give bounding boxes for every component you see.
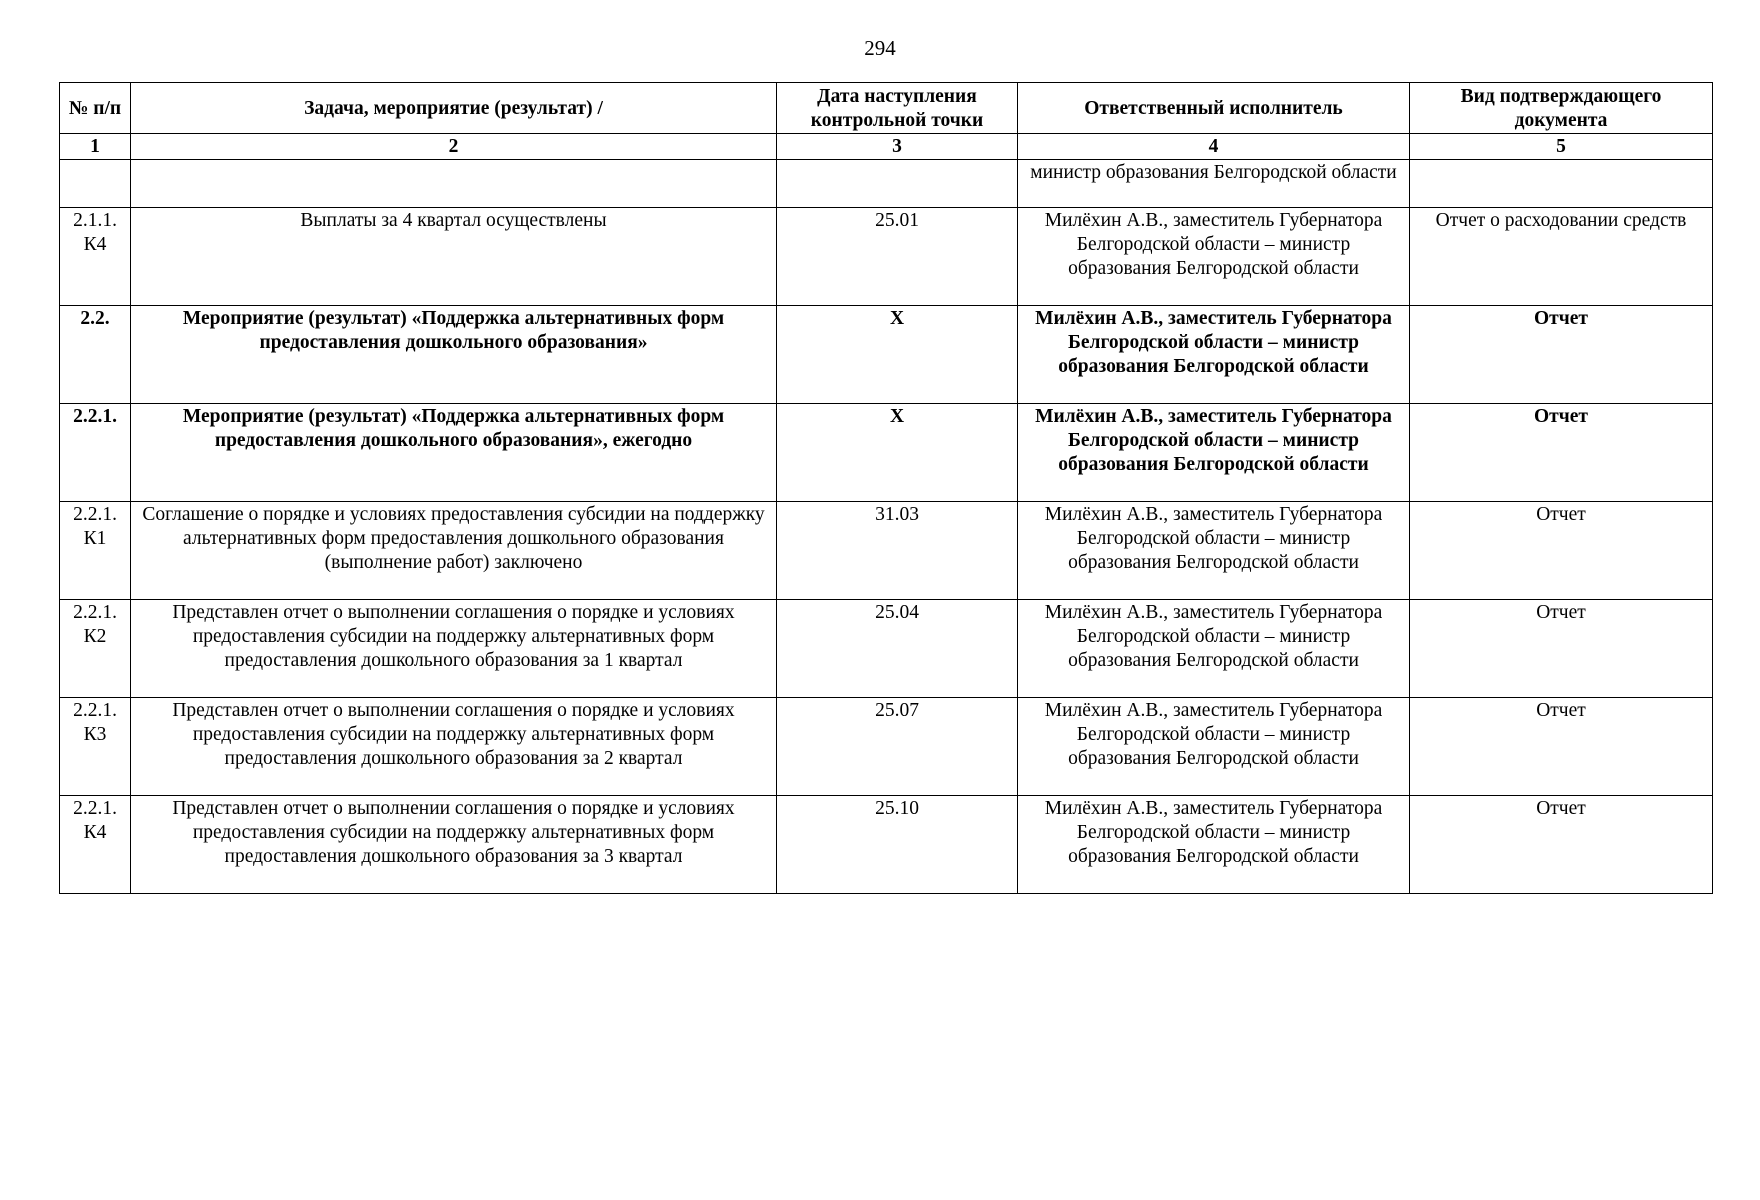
row-document: Отчет о расходовании средств — [1410, 208, 1713, 306]
row-responsible: Милёхин А.В., заместитель Губернатора Белгородской области – министр образования Белгородской области — [1018, 600, 1410, 698]
row-date — [777, 160, 1018, 208]
table-header-row — [60, 83, 1713, 134]
row-document: Отчет — [1410, 796, 1713, 894]
row-document: Отчет — [1410, 404, 1713, 502]
row-document: Отчет — [1410, 306, 1713, 404]
row-number: 2.2.1. К1 — [60, 502, 131, 600]
page-number: 294 — [864, 36, 896, 60]
row-task — [131, 160, 777, 208]
header-number: № п/п — [60, 83, 131, 134]
row-number: 2.2.1. — [60, 404, 131, 502]
row-date: 25.01 — [777, 208, 1018, 306]
row-number: 2.2. — [60, 306, 131, 404]
column-number: 1 — [60, 134, 131, 160]
row-date: 31.03 — [777, 502, 1018, 600]
table-row — [60, 796, 1713, 894]
row-responsible: Милёхин А.В., заместитель Губернатора Белгородской области – министр образования Белгородской области — [1018, 502, 1410, 600]
table-row — [60, 502, 1713, 600]
header-date: Дата наступления контрольной точки — [777, 83, 1018, 134]
row-date: 25.10 — [777, 796, 1018, 894]
table-row — [60, 306, 1713, 404]
row-responsible: Милёхин А.В., заместитель Губернатора Белгородской области – министр образования Белгородской области — [1018, 208, 1410, 306]
row-document: Отчет — [1410, 502, 1713, 600]
table-row — [60, 698, 1713, 796]
row-task: Соглашение о порядке и условиях предоставления субсидии на поддержку альтернативных форм предоставления дошкольного образования (выполнение работ) заключено — [131, 502, 777, 600]
table-row — [60, 600, 1713, 698]
table-row — [60, 404, 1713, 502]
row-responsible: Милёхин А.В., заместитель Губернатора Белгородской области – министр образования Белгородской области — [1018, 796, 1410, 894]
row-document: Отчет — [1410, 698, 1713, 796]
control-points-table — [59, 82, 1713, 894]
header-responsible: Ответственный исполнитель — [1018, 83, 1410, 134]
row-task: Выплаты за 4 квартал осуществлены — [131, 208, 777, 306]
row-number: 2.2.1. К3 — [60, 698, 131, 796]
column-number: 4 — [1018, 134, 1410, 160]
row-date: 25.04 — [777, 600, 1018, 698]
header-task: Задача, мероприятие (результат) / — [131, 83, 777, 134]
table-row — [60, 208, 1713, 306]
row-task: Представлен отчет о выполнении соглашения о порядке и условиях предоставления субсидии на поддержку альтернативных форм предоставления дошкольного образования за 1 квартал — [131, 600, 777, 698]
row-responsible: Милёхин А.В., заместитель Губернатора Белгородской области – министр образования Белгородской области — [1018, 698, 1410, 796]
row-document: Отчет — [1410, 600, 1713, 698]
row-responsible: министр образования Белгородской области — [1018, 160, 1410, 208]
row-task: Представлен отчет о выполнении соглашения о порядке и условиях предоставления субсидии на поддержку альтернативных форм предоставления дошкольного образования за 2 квартал — [131, 698, 777, 796]
row-task: Мероприятие (результат) «Поддержка альтернативных форм предоставления дошкольного образования» — [131, 306, 777, 404]
row-date: 25.07 — [777, 698, 1018, 796]
row-task: Представлен отчет о выполнении соглашения о порядке и условиях предоставления субсидии на поддержку альтернативных форм предоставления дошкольного образования за 3 квартал — [131, 796, 777, 894]
row-number: 2.2.1. К4 — [60, 796, 131, 894]
row-date: X — [777, 306, 1018, 404]
row-date: X — [777, 404, 1018, 502]
column-number: 3 — [777, 134, 1018, 160]
row-number: 2.1.1. К4 — [60, 208, 131, 306]
row-number — [60, 160, 131, 208]
column-number: 5 — [1410, 134, 1713, 160]
row-task: Мероприятие (результат) «Поддержка альтернативных форм предоставления дошкольного образования», ежегодно — [131, 404, 777, 502]
row-responsible: Милёхин А.В., заместитель Губернатора Белгородской области – министр образования Белгородской области — [1018, 306, 1410, 404]
row-document — [1410, 160, 1713, 208]
table-row-continuation — [60, 160, 1713, 208]
row-responsible: Милёхин А.В., заместитель Губернатора Белгородской области – министр образования Белгородской области — [1018, 404, 1410, 502]
column-number: 2 — [131, 134, 777, 160]
row-number: 2.2.1. К2 — [60, 600, 131, 698]
header-document: Вид подтверждающего документа — [1410, 83, 1713, 134]
column-number-row — [60, 134, 1713, 160]
